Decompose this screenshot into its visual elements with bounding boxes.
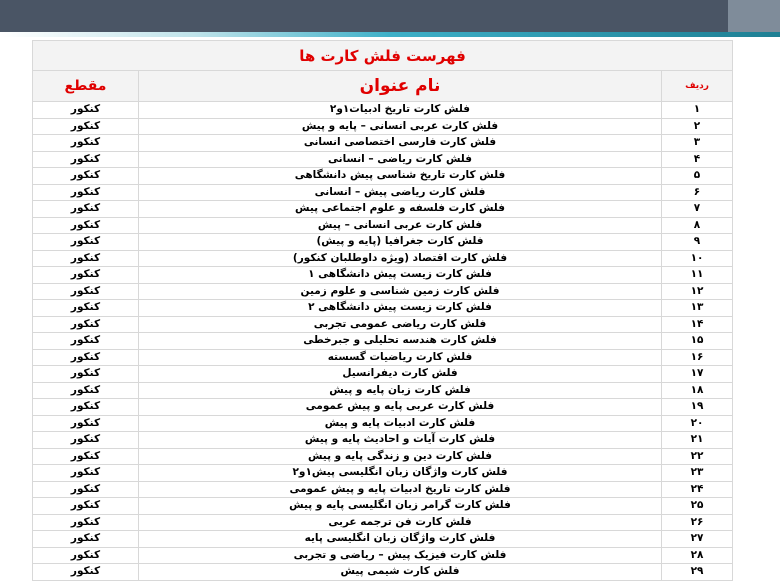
segment-cell: کنکور [33, 217, 139, 234]
title-cell: فلش کارت گرامر زبان انگلیسی پایه و پیش [139, 498, 662, 515]
table-row [33, 564, 733, 581]
index-cell: ۳ [662, 135, 733, 152]
index-cell: ۱ [662, 102, 733, 119]
title-cell: فلش کارت زیست پیش دانشگاهی ۲ [139, 300, 662, 317]
index-cell: ۱۴ [662, 316, 733, 333]
segment-cell: کنکور [33, 349, 139, 366]
table-row [33, 300, 733, 317]
table-row [33, 118, 733, 135]
title-cell: فلش کارت فن ترجمه عربی [139, 514, 662, 531]
table-row [33, 151, 733, 168]
title-cell: فلش کارت عربی پایه و پیش عمومی [139, 399, 662, 416]
segment-cell: کنکور [33, 415, 139, 432]
segment-cell: کنکور [33, 564, 139, 581]
index-cell: ۱۹ [662, 399, 733, 416]
index-cell: ۱۶ [662, 349, 733, 366]
segment-cell: کنکور [33, 201, 139, 218]
index-cell: ۱۰ [662, 250, 733, 267]
segment-cell: کنکور [33, 333, 139, 350]
segment-cell: کنکور [33, 102, 139, 119]
flashcard-list-table-container [32, 40, 732, 581]
title-cell: فلش کارت دیفرانسیل [139, 366, 662, 383]
segment-cell: کنکور [33, 316, 139, 333]
index-cell: ۲۰ [662, 415, 733, 432]
segment-cell: کنکور [33, 234, 139, 251]
title-cell: فلش کارت عربی انسانی – پیش [139, 217, 662, 234]
index-cell: ۲۹ [662, 564, 733, 581]
segment-cell: کنکور [33, 382, 139, 399]
title-cell: فلش کارت تاریخ ادبیات۱و۲ [139, 102, 662, 119]
segment-cell: کنکور [33, 432, 139, 449]
title-cell: فلش کارت فلسفه و علوم اجتماعی پیش [139, 201, 662, 218]
segment-cell: کنکور [33, 448, 139, 465]
table-row [33, 531, 733, 548]
header-name: نام عنوان [139, 71, 662, 102]
table-row [33, 168, 733, 185]
table-row [33, 366, 733, 383]
segment-cell: کنکور [33, 267, 139, 284]
index-cell: ۲۴ [662, 481, 733, 498]
title-cell: فلش کارت زمین شناسی و علوم زمین [139, 283, 662, 300]
table-row [33, 514, 733, 531]
table-row [33, 333, 733, 350]
title-cell: فلش کارت ریاضی عمومی تجربی [139, 316, 662, 333]
index-cell: ۱۲ [662, 283, 733, 300]
index-cell: ۱۳ [662, 300, 733, 317]
index-cell: ۲۳ [662, 465, 733, 482]
index-cell: ۲۶ [662, 514, 733, 531]
title-cell: فلش کارت شیمی پیش [139, 564, 662, 581]
header-accent-stripe [0, 32, 780, 37]
table-row [33, 250, 733, 267]
segment-cell: کنکور [33, 135, 139, 152]
index-cell: ۲ [662, 118, 733, 135]
table-header-row [33, 71, 733, 102]
table-row [33, 415, 733, 432]
title-cell: فلش کارت ادبیات پایه و پیش [139, 415, 662, 432]
title-cell: فلش کارت جغرافیا (پایه و پیش) [139, 234, 662, 251]
table-row [33, 234, 733, 251]
title-cell: فلش کارت ریاضی – انسانی [139, 151, 662, 168]
title-cell: فلش کارت واژگان زبان انگلیسی پایه [139, 531, 662, 548]
segment-cell: کنکور [33, 498, 139, 515]
segment-cell: کنکور [33, 168, 139, 185]
title-cell: فلش کارت تاریخ شناسی پیش دانشگاهی [139, 168, 662, 185]
header-segment: مقطع [33, 71, 139, 102]
table-row [33, 399, 733, 416]
title-cell: فلش کارت واژگان زبان انگلیسی پیش۱و۲ [139, 465, 662, 482]
title-cell: فلش کارت تاریخ ادبیات پایه و پیش عمومی [139, 481, 662, 498]
index-cell: ۱۷ [662, 366, 733, 383]
segment-cell: کنکور [33, 250, 139, 267]
title-cell: فلش کارت فارسی اختصاصی انسانی [139, 135, 662, 152]
table-row [33, 547, 733, 564]
title-cell: فلش کارت ریاضی پیش – انسانی [139, 184, 662, 201]
index-cell: ۱۵ [662, 333, 733, 350]
segment-cell: کنکور [33, 118, 139, 135]
title-cell: فلش کارت اقتصاد (ویژه داوطلبان کنکور) [139, 250, 662, 267]
table-row [33, 432, 733, 449]
index-cell: ۹ [662, 234, 733, 251]
segment-cell: کنکور [33, 366, 139, 383]
title-cell: فلش کارت زیست پیش دانشگاهی ۱ [139, 267, 662, 284]
flashcard-list-table [32, 40, 733, 581]
table-row [33, 184, 733, 201]
index-cell: ۲۲ [662, 448, 733, 465]
index-cell: ۶ [662, 184, 733, 201]
table-row [33, 201, 733, 218]
title-cell: فلش کارت زبان پایه و پیش [139, 382, 662, 399]
segment-cell: کنکور [33, 151, 139, 168]
segment-cell: کنکور [33, 547, 139, 564]
segment-cell: کنکور [33, 481, 139, 498]
index-cell: ۴ [662, 151, 733, 168]
table-title-row [33, 41, 733, 71]
table-row [33, 481, 733, 498]
table-row [33, 267, 733, 284]
table-row [33, 283, 733, 300]
index-cell: ۲۱ [662, 432, 733, 449]
table-row [33, 465, 733, 482]
table-row [33, 316, 733, 333]
header-index: ردیف [662, 71, 733, 102]
segment-cell: کنکور [33, 300, 139, 317]
header-corner-block [728, 0, 780, 32]
title-cell: فلش کارت ریاضیات گسسته [139, 349, 662, 366]
index-cell: ۱۱ [662, 267, 733, 284]
table-row [33, 135, 733, 152]
index-cell: ۲۷ [662, 531, 733, 548]
table-row [33, 102, 733, 119]
segment-cell: کنکور [33, 531, 139, 548]
index-cell: ۸ [662, 217, 733, 234]
segment-cell: کنکور [33, 399, 139, 416]
index-cell: ۷ [662, 201, 733, 218]
table-row [33, 498, 733, 515]
title-cell: فلش کارت فیزیک پیش – ریاضی و تجربی [139, 547, 662, 564]
index-cell: ۲۸ [662, 547, 733, 564]
title-cell: فلش کارت دین و زندگی پایه و پیش [139, 448, 662, 465]
table-row [33, 349, 733, 366]
segment-cell: کنکور [33, 283, 139, 300]
title-cell: فلش کارت هندسه تحلیلی و جبرخطی [139, 333, 662, 350]
title-cell: فلش کارت عربی انسانی – پایه و پیش [139, 118, 662, 135]
slide-header-bar [0, 0, 780, 32]
segment-cell: کنکور [33, 184, 139, 201]
title-cell: فلش کارت آیات و احادیث پایه و پیش [139, 432, 662, 449]
table-row [33, 448, 733, 465]
table-row [33, 382, 733, 399]
segment-cell: کنکور [33, 465, 139, 482]
index-cell: ۲۵ [662, 498, 733, 515]
index-cell: ۵ [662, 168, 733, 185]
index-cell: ۱۸ [662, 382, 733, 399]
segment-cell: کنکور [33, 514, 139, 531]
table-title: فهرست فلش کارت ها [33, 41, 733, 71]
table-row [33, 217, 733, 234]
